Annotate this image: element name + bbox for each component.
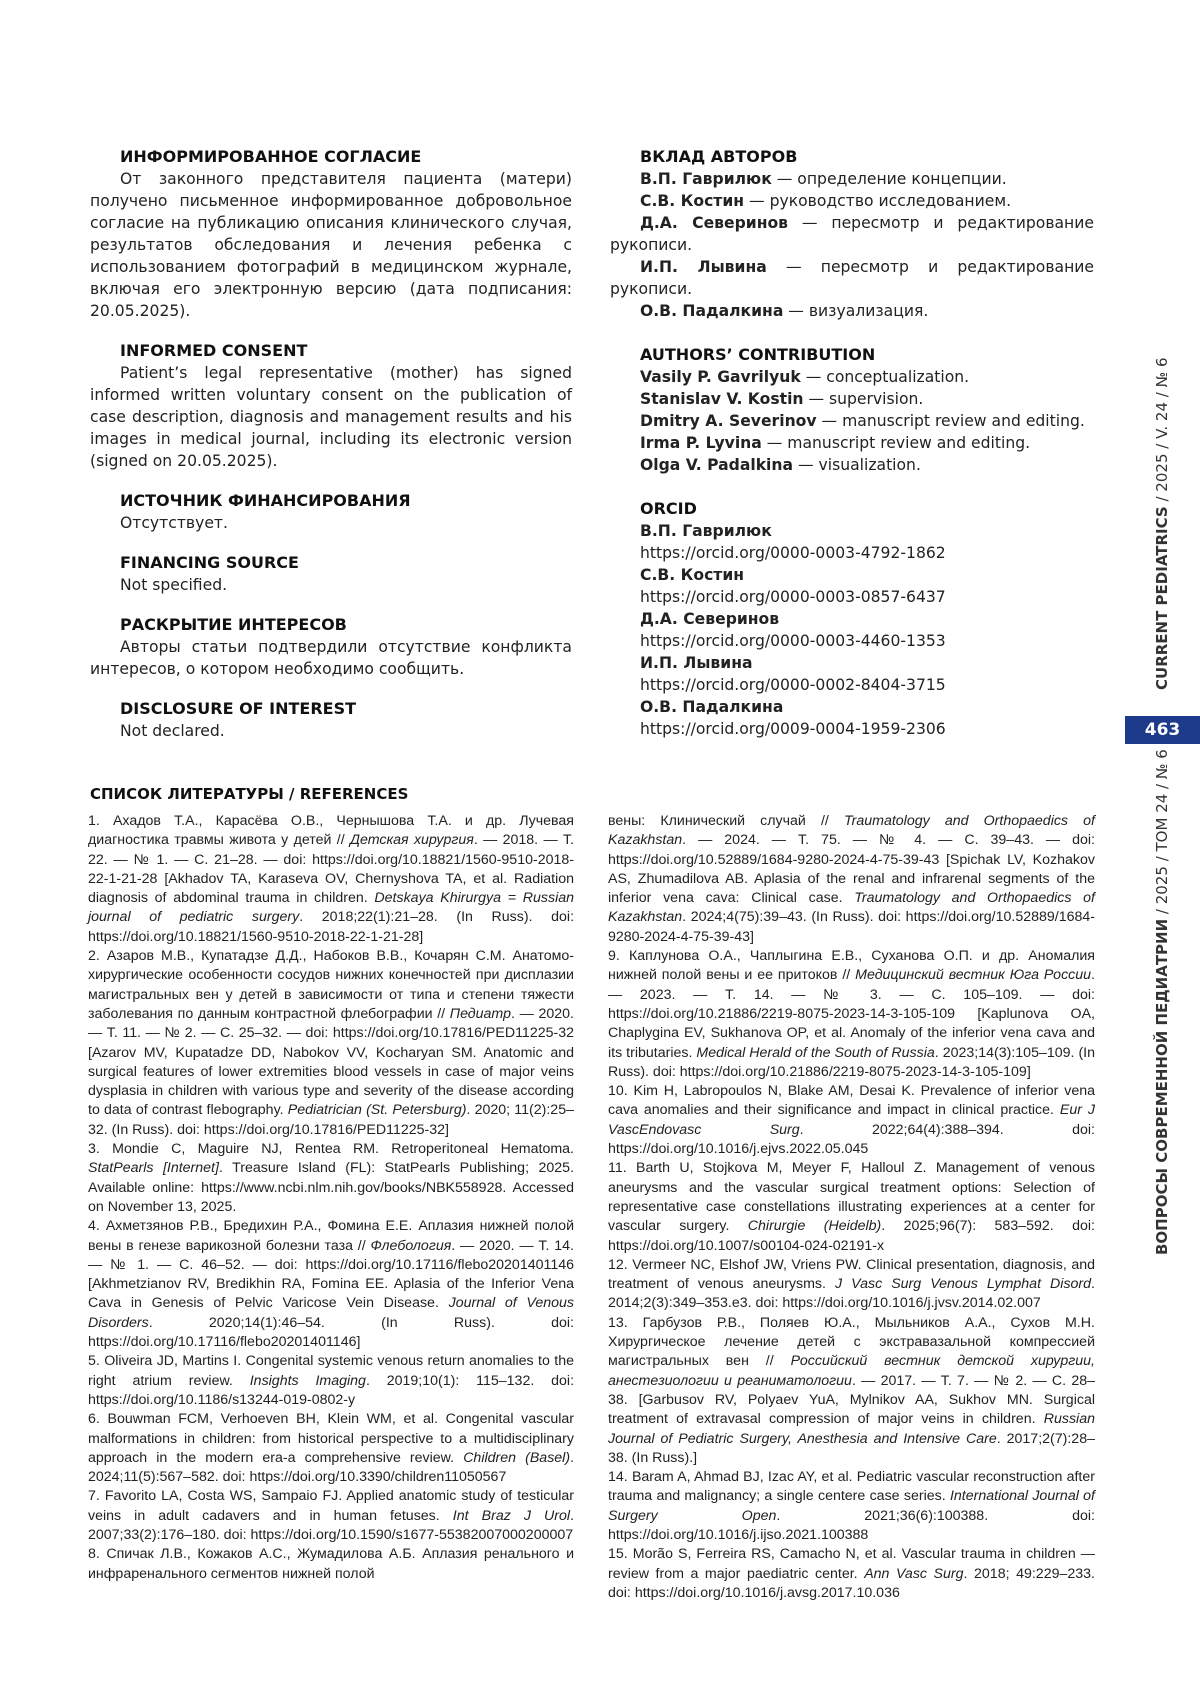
orcid-author-name: В.П. Гаврилюк (640, 522, 772, 540)
contrib-ru-heading: ВКЛАД АВТОРОВ (640, 147, 798, 166)
section-0 (90, 146, 572, 322)
author-name: Stanislav V. Kostin (640, 390, 804, 408)
reference-journal: Traumatology and Orthopaedics of Kazakhstan (608, 813, 1095, 849)
reference-item (608, 1256, 1095, 1314)
reference-text: . 2020; 11(2):25–32. (In Russ). doi: https://doi.org/10.17816/PED11225-32] (88, 1102, 574, 1138)
reference-text: 11. Barth U, Stojkova M, Meyer F, Halloul Z. Management of venous aneurysms and the vascular surgical treatment options: Selection of representative case constellations illustrating experiences at a center for vascular surgery. (608, 1160, 1095, 1235)
reference-text: 8. Спичак Л.В., Кожаков А.С., Жумадилова А.Б. Аплазия ренального и инфраренального сегментов нижней полой (88, 1546, 574, 1582)
reference-journal: Pediatrician (St. Petersburg) (287, 1102, 467, 1119)
reference-text: . 2019;10(1): 115–132. doi: https://doi.org/10.1186/s13244-019-0802-y (88, 1372, 575, 1408)
reference-item (88, 812, 574, 947)
reference-item (88, 947, 574, 1140)
author-role: — пересмотр и редактирование рукописи. (610, 214, 1094, 254)
reference-journal: Children (Basel) (463, 1449, 571, 1466)
reference-text: 4. Ахметзянов Р.В., Бредихин Р.А., Фомина Е.Е. Аплазия нижней полой вены в генезе варикозной болезни таза // (88, 1218, 574, 1254)
reference-text: . 2022;64(4):388–394. doi: https://doi.org/10.1016/j.ejvs.2022.05.045 (608, 1121, 1095, 1158)
reference-text: . 2018;22(1):21–28. (In Russ). doi: https://doi.org/10.18821/1560-9510-2018-22-1-21-28] (88, 909, 575, 945)
reference-item (608, 1082, 1095, 1159)
reference-text: . — 2018. — Т. 22. — № 1. — С. 21–28. — doi: https://doi.org/10.18821/1560-9510-2018-22-1-21-28 [Akhadov TA, Karaseva OV, Chernyshova TA, et al. Radiation diagnosis of abdominal trauma in children. (88, 832, 575, 907)
reference-item (88, 1410, 574, 1487)
reference-journal: Eur J VascEndovasc Surg (608, 1102, 1095, 1138)
reference-text: 7. Favorito LA, Costa WS, Sampaio FJ. Applied anatomic study of testicular veins in adult cadavers and in human fetuses. (88, 1488, 574, 1524)
reference-item (608, 1314, 1095, 1468)
side-journal-ru-title: ВОПРОСЫ СОВРЕМЕННОЙ ПЕДИАТРИИ (1153, 918, 1171, 1255)
reference-journal: Russian Journal of Pediatric Surgery, Anesthesia and Intensive Care (608, 1411, 1095, 1447)
side-journal-en-issue: / 2025 / V. 24 / № 6 (1153, 357, 1171, 507)
orcid-author-name: Д.А. Северинов (640, 610, 780, 628)
reference-item (88, 1487, 574, 1545)
reference-item (608, 947, 1095, 1082)
side-journal-ru-issue: / 2025 / ТОМ 24 / № 6 (1153, 749, 1171, 919)
contrib-line (610, 190, 1094, 212)
reference-text: . 2021;36(6):100388. doi: https://doi.org/10.1016/j.ijso.2021.100388 (608, 1507, 1095, 1543)
reference-item (608, 1159, 1095, 1255)
section-heading: FINANCING SOURCE (120, 553, 299, 572)
reference-text: 2. Азаров М.В., Купатадзе Д.Д., Набоков В.В., Кочарян С.М. Анатомо-хирургические особенности сосудов нижних конечностей при дисплазии магистральных вен у детей в зависимости от типа и степени тяжести заболевания по данным контрастной флебографии // (88, 948, 574, 1022)
orcid-link: https://orcid.org/0009-0004-1959-2306 (640, 720, 946, 738)
reference-text: . 2020;14(1):46–54. (In Russ). doi: https://doi.org/10.17116/flebo20201401146] (88, 1314, 574, 1351)
author-role: — визуализация. (783, 302, 929, 320)
reference-journal: International Journal of Surgery Open (608, 1488, 1095, 1524)
reference-item (608, 1545, 1095, 1603)
author-name: Д.А. Северинов (640, 214, 789, 232)
reference-journal: Детская хирургия (349, 832, 474, 849)
reference-journal: Journal of Venous Disorders (88, 1295, 575, 1331)
author-name: В.П. Гаврилюк (640, 170, 772, 188)
reference-text: . 2023;14(3):105–109. (In Russ). doi: https://doi.org/10.21886/2219-8075-2023-14-3-105-109] (608, 1044, 1095, 1080)
reference-journal: J Vasc Surg Venous Lymphat Disord (835, 1276, 1092, 1293)
reference-text: . 2014;2(3):349–353.e3. doi: https://doi.org/10.1016/j.jvsv.2014.02.007 (608, 1276, 1095, 1312)
section-1 (90, 340, 572, 472)
reference-text: 14. Baram A, Ahmad BJ, Izac AY, et al. Pediatric vascular reconstruction after trauma and malignancy; a single centere case series. (608, 1469, 1095, 1505)
orcid-link: https://orcid.org/0000-0002-8404-3715 (640, 676, 946, 694)
contrib-ru-list (610, 168, 1094, 322)
reference-text: 5. Oliveira JD, Martins I. Congenital systemic venous return anomalies to the right atrium review. (88, 1353, 574, 1389)
reference-text: 3. Mondie C, Maguire NJ, Rentea RM. Retroperitoneal Hematoma. (88, 1141, 574, 1158)
reference-text: . 2018; 49:229–233. doi: https://doi.org/10.1016/j.avsg.2017.10.036 (608, 1565, 1095, 1601)
reference-journal: Int Braz J Urol (452, 1507, 571, 1524)
side-journal-en-title: CURRENT PEDIATRICS (1153, 506, 1171, 690)
section-3 (90, 552, 572, 596)
reference-journal: Traumatology and Orthopaedics of Kazakhstan (608, 890, 1095, 926)
reference-journal: Российский вестник детской хирургии, анестезиологии и реаниматологии (608, 1353, 1095, 1389)
reference-item (608, 1468, 1095, 1545)
side-journal-en (1152, 357, 1172, 690)
reference-journal: Chirurgie (Heidelb) (747, 1218, 882, 1235)
contrib-line (610, 168, 1094, 190)
reference-text: вены: Клинический случай // (608, 813, 845, 829)
section-heading: INFORMED CONSENT (120, 341, 308, 360)
reference-text: . — 2020. — Т. 11. — № 2. — С. 25–32. — doi: https://doi.org/10.17816/PED11225-32 [Azarov MV, Kupatadze DD, Nabokov VV, Kocharyan SM. Anatomic and surgical features of lower extremities blood vessels in case of major veins dysplasia in children with various type and severity of the disease according to data of contrast flebography. (88, 1005, 574, 1119)
reference-text: 13. Гарбузов Р.В., Поляев Ю.А., Мыльников А.А., Сухов М.Н. Хирургическое лечение детей с экстравазальной компрессией магистральных вен // (608, 1314, 1095, 1370)
orcid-author-name: С.В. Костин (640, 566, 745, 584)
reference-text: . 2024;11(5):567–582. doi: https://doi.org/10.3390/children11050567 (88, 1449, 575, 1486)
reference-text: . Treasure Island (FL): StatPearls Publishing; 2025. Available online: https://www.ncbi.nlm.nih.gov/books/NBK558928. Accessed on November 13, 2025. (88, 1160, 575, 1215)
orcid-list (610, 520, 1094, 740)
contrib-line (610, 256, 1094, 300)
reference-text: . 2024;4(75):39–43. (In Russ). doi: https://doi.org/10.52889/1684-9280-2024-4-75-39-43] (608, 909, 1095, 945)
reference-journal: Педиатр (449, 1005, 511, 1022)
references-title: СПИСОК ЛИТЕРАТУРЫ / REFERENCES (90, 785, 409, 803)
section-4 (90, 614, 572, 680)
author-role: — руководство исследованием. (744, 192, 1012, 210)
reference-journal: Medical Herald of the South of Russia (696, 1044, 935, 1061)
reference-journal: Ann Vasc Surg (864, 1565, 964, 1582)
reference-text: . — 2020. — Т. 14. — № 1. — С. 46–52. — doi: https://doi.org/10.17116/flebo20201401146 [Akhmetzianov RV, Bredikhin RA, Fomina EE. Aplasia of the Inferior Vena Cava in Genesis of Pelvic Varicose Vein Disease. (88, 1237, 574, 1312)
author-name: Olga V. Padalkina (640, 456, 794, 474)
reference-journal: Detskaya Khirurgya = Russian journal of pediatric surgery (88, 890, 574, 926)
section-body: От законного представителя пациента (матери) получено письменное информированное добровольное согласие на публикацию описания клинического случая, результатов обследования и лечения ребенка с использованием фотографий в медицинском журнале, включая его электронную версию (дата подписания: 20.05.2025). (90, 170, 572, 320)
reference-journal: Флебология (370, 1237, 452, 1254)
contrib-line (610, 212, 1094, 256)
contrib-line (610, 366, 1094, 388)
section-body: Not declared. (120, 722, 225, 740)
reference-journal: Insights Imaging (249, 1372, 366, 1389)
orcid-author-name: И.П. Лывина (640, 654, 753, 672)
left-column (90, 146, 572, 760)
reference-text: 10. Kim H, Labropoulos N, Blake AM, Desai K. Prevalence of inferior vena cava anomalies and their significance and impact in clinical practice. (608, 1083, 1095, 1119)
orcid-link: https://orcid.org/0000-0003-4460-1353 (640, 632, 946, 650)
contrib-en-heading: AUTHORS’ CONTRIBUTION (640, 345, 876, 364)
reference-text: 12. Vermeer NC, Elshof JW, Vriens PW. Clinical presentation, diagnosis, and treatment of venous aneurysms. (608, 1256, 1095, 1293)
section-heading: DISCLOSURE OF INTEREST (120, 699, 357, 718)
reference-journal: Медицинский вестник Юга России (855, 967, 1092, 984)
contrib-line (610, 432, 1094, 454)
section-2 (90, 490, 572, 534)
orcid-heading: ORCID (640, 499, 697, 518)
side-journal-ru (1152, 749, 1172, 1255)
author-role: — manuscript review and editing. (761, 434, 1031, 452)
reference-item (88, 1352, 574, 1410)
section-heading: ИНФОРМИРОВАННОЕ СОГЛАСИЕ (120, 147, 422, 166)
reference-text: . — 2024. — Т. 75. — № 4. — С. 39–43. — doi: https://doi.org/10.52889/1684-9280-2024-4-75-39-43 [Spichak LV, Kozhakov AS, Zhumadilova AB. Aplasia of the renal and infrarenal segments of the inferior vena cava: Clinical case. (608, 832, 1095, 907)
orcid-link: https://orcid.org/0000-0003-0857-6437 (640, 588, 946, 606)
section-body: Not specified. (120, 576, 228, 594)
section-body: Отсутствует. (120, 514, 228, 532)
reference-text: . 2017;2(7):28–38. (In Russ).] (608, 1430, 1095, 1466)
reference-item (88, 1140, 574, 1217)
reference-item (608, 812, 1095, 947)
author-name: Vasily P. Gavrilyuk (640, 368, 801, 386)
author-name: И.П. Лывина (640, 258, 767, 276)
author-name: Dmitry A. Severinov (640, 412, 817, 430)
orcid-author-name: О.В. Падалкина (640, 698, 784, 716)
author-name: О.В. Падалкина (640, 302, 784, 320)
contrib-en-list (610, 366, 1094, 476)
right-column (610, 146, 1094, 740)
page-number-badge: 463 (1125, 716, 1200, 744)
orcid-link: https://orcid.org/0000-0003-4792-1862 (640, 544, 946, 562)
reference-text: 1. Ахадов Т.А., Карасёва О.В., Чернышова Т.А. и др. Лучевая диагностика травмы живота у детей // (88, 813, 574, 849)
reference-text: . — 2017. — Т. 7. — № 2. — С. 28–38. [Garbusov RV, Polyaev YuA, Mylnikov AA, Sukhov MN. Surgical treatment of extravasal compression of major veins in children. (608, 1372, 1095, 1428)
reference-journal: StatPearls [Internet] (88, 1160, 219, 1177)
references-right-column (608, 812, 1095, 1603)
section-heading: ИСТОЧНИК ФИНАНСИРОВАНИЯ (120, 491, 411, 510)
author-name: С.В. Костин (640, 192, 745, 210)
author-name: Irma P. Lyvina (640, 434, 762, 452)
section-5 (90, 698, 572, 742)
reference-item (88, 1217, 574, 1352)
contrib-line (610, 300, 1094, 322)
author-role: — supervision. (803, 390, 924, 408)
reference-item (88, 1545, 574, 1584)
reference-text: 9. Каплунова О.А., Чаплыгина Е.В., Суханова О.П. и др. Аномалия нижней полой вены и ее притоков // (608, 948, 1095, 984)
references-left-column (88, 812, 574, 1584)
contrib-line (610, 410, 1094, 432)
author-role: — visualization. (793, 456, 921, 474)
reference-text: . — 2023. — Т. 14. — № 3. — С. 105–109. — doi: https://doi.org/10.21886/2219-8075-2023-14-3-105-109 [Kaplunova OA, Chaplygina EV, Sukhanova OP, et al. Anomaly of the inferior vena cava and its tributaries. (608, 967, 1095, 1061)
author-role: — manuscript review and editing. (816, 412, 1085, 430)
section-body: Patient’s legal representative (mother) has signed informed written voluntary consent on the publication of case description, diagnosis and management results and his images in medical journal, including its electronic version (signed on 20.05.2025). (90, 364, 572, 470)
contrib-line (610, 454, 1094, 476)
reference-text: . 2025;96(7): 583–592. doi: https://doi.org/10.1007/s00104-024-02191-x (608, 1218, 1095, 1254)
section-body: Авторы статьи подтвердили отсутствие конфликта интересов, о котором необходимо сообщить. (90, 638, 572, 678)
contrib-line (610, 388, 1094, 410)
section-heading: РАСКРЫТИЕ ИНТЕРЕСОВ (120, 615, 347, 634)
author-role: — conceptualization. (800, 368, 970, 386)
reference-text: . 2007;33(2):176–180. doi: https://doi.org/10.1590/s1677-55382007000200007 (88, 1507, 574, 1543)
reference-text: 15. Morão S, Ferreira RS, Camacho N, et al. Vascular trauma in children — review from a major paediatric center. (608, 1546, 1095, 1582)
author-role: — пересмотр и редактирование рукописи. (610, 258, 1094, 298)
reference-text: 6. Bouwman FCM, Verhoeven BH, Klein WM, et al. Congenital vascular malformations in children: from historical perspective to a multidisciplinary approach in the modern era-a comprehensive review. (88, 1411, 574, 1466)
author-role: — определение концепции. (771, 170, 1007, 188)
